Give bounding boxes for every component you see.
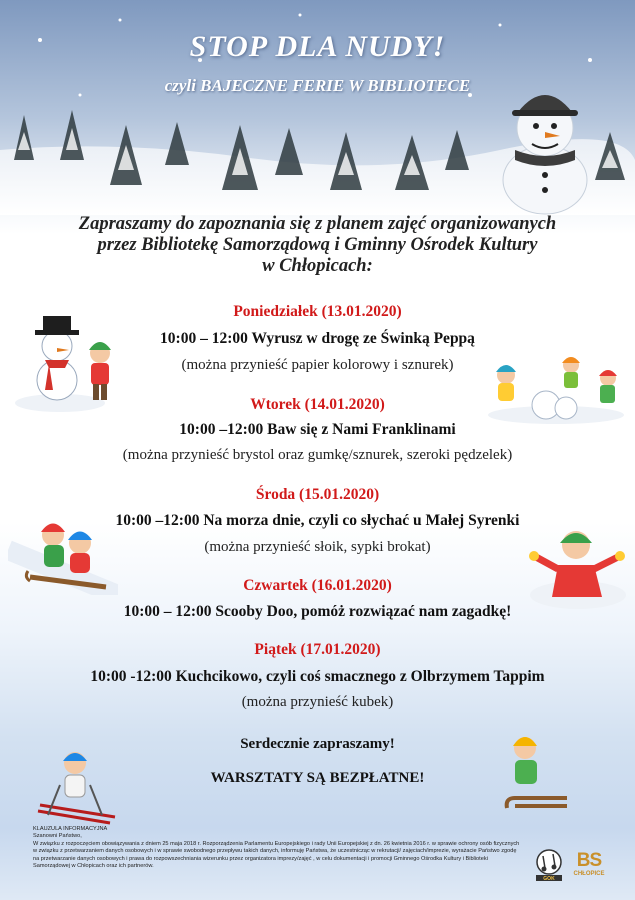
day-heading-monday: Poniedziałek (13.01.2020) [233, 303, 402, 320]
snowman-and-child-illustration [15, 308, 125, 413]
note-monday: (można przynieść papier kolorowy i sznurek) [181, 357, 454, 373]
day-heading-wednesday: Środa (15.01.2020) [255, 486, 380, 503]
clause-body: W związku z rozpoczęciem obowiązywania z dniem 25 maja 2018 r. Rozporządzenia Parlamentu Europejskiego i rady Unii Europejskiej z dn. 26 kwietnia 2016 r. w sprawie ochrony osób fizycznych w związku z przetwarzaniem danych osobowych i w sprawie swobodnego przepływu takich danych, informuję Państwa, że uczestnicząc w rekrutacji/ zajęciach/imprezie, wyrażacie Państwo zgodę na przetwarzanie danych osobowych i prawa do rozpowszechniania wizerunku przez organizatora imprezy/zajęć , w celu dokumentacji i promocji Gminnego Ośrodka Kultury i Biblioteki Samorządowej w Chłopicach oraz ich partnerów. [33, 840, 520, 870]
bs-logo-sub: CHŁOPICE [573, 871, 605, 877]
day-heading-thursday: Czwartek (16.01.2020) [243, 577, 392, 594]
clause-heading: KLAUZULA INFORMACYJNA [33, 826, 108, 832]
event-friday: 10:00 -12:00 Kuchcikowo, czyli coś smacznego z Olbrzymem Tappim [90, 668, 545, 685]
note-tuesday: (można przynieść brystol oraz gumkę/sznurek, szeroki pędzelek) [122, 447, 513, 463]
gok-logo-text: GOK [543, 876, 555, 882]
intro-line-1: Zapraszamy do zapoznania się z planem zajęć organizowanych [78, 214, 557, 234]
bs-logo-main: BS [576, 850, 602, 871]
closing-free-workshops: WARSZTATY SĄ BEZPŁATNE! [210, 770, 425, 786]
child-snow-angel-illustration [528, 523, 628, 613]
poster-subtitle: czyli BAJECZNE FERIE W BIBLIOTECE [164, 76, 471, 95]
closing-invite: Serdecznie zapraszamy! [240, 736, 395, 752]
day-heading-tuesday: Wtorek (14.01.2020) [250, 396, 385, 413]
information-clause [33, 826, 523, 870]
children-playing-snowballs-illustration [486, 350, 626, 425]
event-monday: 10:00 – 12:00 Wyrusz w drogę ze Świnką Peppą [160, 330, 475, 347]
intro-line-2: przez Bibliotekę Samorządową i Gminny Ośrodek Kultury [97, 235, 538, 255]
event-wednesday: 10:00 –12:00 Na morza dnie, czyli co słychać u Małej Syrenki [115, 512, 520, 529]
event-thursday: 10:00 – 12:00 Scooby Doo, pomóż rozwiązać nam zagadkę! [123, 603, 512, 620]
snowman-illustration [503, 95, 587, 214]
clause-greeting: Szanowni Państwo, [33, 833, 82, 840]
note-wednesday: (można przynieść słoik, sypki brokat) [204, 539, 431, 555]
intro-line-3: w Chłopicach: [262, 256, 373, 276]
bs-chlopice-logo [569, 851, 609, 883]
gok-logo [533, 848, 565, 882]
intro-text [40, 214, 595, 277]
event-tuesday: 10:00 –12:00 Baw się z Nami Franklinami [179, 421, 456, 438]
note-friday: (można przynieść kubek) [241, 694, 394, 710]
child-skiing-illustration [30, 745, 120, 825]
poster-title: STOP DLA NUDY! [189, 30, 446, 63]
child-with-sled-illustration [495, 728, 575, 823]
children-on-sled-illustration [8, 505, 118, 595]
day-heading-friday: Piątek (17.01.2020) [254, 641, 381, 658]
